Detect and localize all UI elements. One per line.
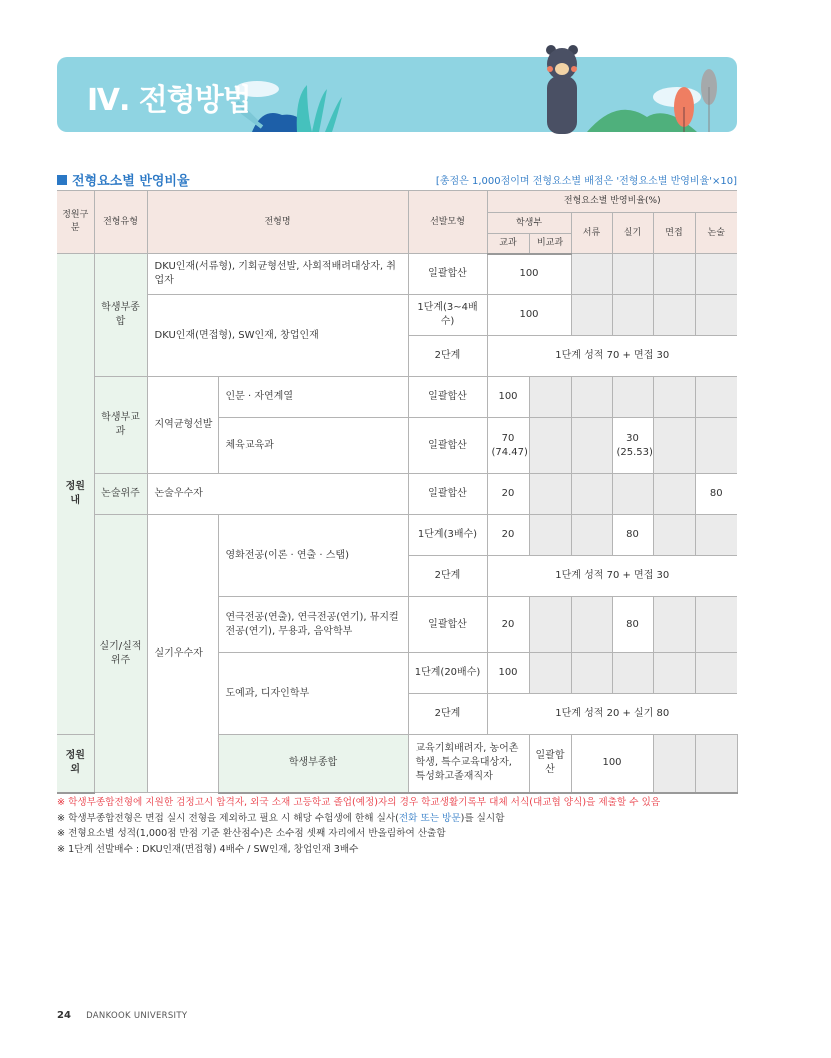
value-sub: (25.53) [616, 446, 653, 458]
empty-cell [571, 653, 612, 694]
header-name: 전형명 [147, 191, 408, 254]
note: ※ 학생부종합전형에 지원한 검정고시 합격자, 외국 소재 고등학교 졸업(예정)자의 경우 학교생활기록부 대체 서식(대교협 양식)을 제출할 수 있음 [57, 797, 661, 808]
empty-cell [529, 377, 571, 418]
type-cell: 학생부종합 [218, 735, 408, 793]
model-cell: 일괄합산 [408, 377, 487, 418]
type-cell: 학생부교과 [94, 377, 147, 474]
header-docs: 서류 [571, 213, 612, 254]
quota-cell: 정원외 [57, 735, 94, 793]
empty-cell [571, 377, 612, 418]
section-title [57, 170, 190, 189]
value-cell: 80 [612, 597, 653, 653]
header-subject: 교과 [487, 234, 529, 254]
name-cell: 체육교육과 [218, 418, 408, 474]
value-main: 70 [501, 432, 515, 444]
quota-cell: 정원내 [57, 254, 94, 735]
name-cell: DKU인재(서류형), 기회균형선발, 사회적배려대상자, 취업자 [147, 254, 408, 295]
empty-cell [571, 295, 612, 336]
note [57, 811, 660, 827]
name-cell: 논술우수자 [147, 474, 408, 515]
value-cell [487, 418, 529, 474]
empty-cell [612, 254, 653, 295]
table-row [57, 254, 737, 295]
table-row [57, 377, 737, 418]
model-cell: 일괄합산 [408, 474, 487, 515]
formula-cell: 1단계 성적 70 + 면접 30 [487, 336, 737, 377]
empty-cell [695, 735, 737, 793]
model-cell: 1단계(3~4배수) [408, 295, 487, 336]
value-cell: 100 [487, 653, 529, 694]
model-cell: 2단계 [408, 336, 487, 377]
empty-cell [612, 295, 653, 336]
value-cell: 80 [612, 515, 653, 556]
chapter-title: Ⅳ. 전형방법 [87, 83, 251, 118]
header-interview: 면접 [653, 213, 695, 254]
value-cell: 80 [695, 474, 737, 515]
header-ratio: 전형요소별 반영비율(%) [487, 191, 737, 213]
table-row [57, 295, 737, 336]
empty-cell [571, 418, 612, 474]
note: ※ 1단계 선발배수 : DKU인재(면접형) 4배수 / SW인재, 창업인재 3배수 [57, 843, 359, 855]
empty-cell [653, 418, 695, 474]
bear-mascot-icon [537, 42, 587, 134]
header-model: 선발모형 [408, 191, 487, 254]
value-cell: 20 [487, 597, 529, 653]
value-cell: 20 [487, 474, 529, 515]
empty-cell [571, 474, 612, 515]
value-cell: 100 [487, 377, 529, 418]
note: ※ 전형요소별 성적(1,000점 만점 기준 환산점수)은 소수점 셋째 자리에서 반올림하여 산출함 [57, 828, 446, 839]
name-cell: 도예과, 디자인학부 [218, 653, 408, 735]
name-cell: 지역균형선발 [147, 377, 218, 474]
note-text: )를 실시함 [460, 812, 505, 824]
value-sub: (74.47) [491, 446, 528, 458]
university-name: DANKOOK UNIVERSITY [86, 1011, 188, 1021]
model-cell: 1단계(20배수) [408, 653, 487, 694]
value-main: 30 [626, 432, 639, 444]
value-cell: 100 [487, 254, 571, 295]
selection-ratio-table [57, 190, 737, 794]
table-row [57, 515, 737, 556]
empty-cell [529, 597, 571, 653]
value-cell [612, 418, 653, 474]
empty-cell [695, 254, 737, 295]
empty-cell [571, 254, 612, 295]
name-cell: 인문 · 자연계열 [218, 377, 408, 418]
header-essay: 논술 [695, 213, 737, 254]
note-text: ※ 학생부종합전형은 면접 실시 전형을 제외하고 필요 시 해당 수험생에 한해 실사( [57, 812, 399, 824]
header-record: 학생부 [487, 213, 571, 234]
empty-cell [653, 377, 695, 418]
empty-cell [653, 735, 695, 793]
empty-cell [695, 377, 737, 418]
model-cell: 일괄합산 [408, 254, 487, 295]
section-title-text: 전형요소별 반영비율 [72, 174, 190, 189]
name-cell: 영화전공(이론 · 연출 · 스탭) [218, 515, 408, 597]
name-cell: DKU인재(면접형), SW인재, 창업인재 [147, 295, 408, 377]
value-cell: 100 [487, 295, 571, 336]
name-cell: 연극전공(연출), 연극전공(연기), 뮤지컬전공(연기), 무용과, 음악학부 [218, 597, 408, 653]
empty-cell [653, 295, 695, 336]
empty-cell [695, 653, 737, 694]
header-nonsubject: 비교과 [529, 234, 571, 254]
table-row [57, 474, 737, 515]
model-cell: 일괄합산 [529, 735, 571, 793]
empty-cell [612, 653, 653, 694]
empty-cell [529, 515, 571, 556]
empty-cell [653, 474, 695, 515]
value-cell: 100 [571, 735, 653, 793]
empty-cell [653, 254, 695, 295]
model-cell: 일괄합산 [408, 597, 487, 653]
empty-cell [571, 597, 612, 653]
empty-cell [695, 597, 737, 653]
formula-cell: 1단계 성적 20 + 실기 80 [487, 694, 737, 735]
type-cell: 학생부종합 [94, 254, 147, 377]
type-cell: 논술위주 [94, 474, 147, 515]
empty-cell [695, 515, 737, 556]
empty-cell [612, 377, 653, 418]
name-cell: 실기우수자 [147, 515, 218, 793]
empty-cell [695, 418, 737, 474]
footer [57, 1010, 187, 1021]
model-cell: 일괄합산 [408, 418, 487, 474]
empty-cell [529, 418, 571, 474]
empty-cell [695, 295, 737, 336]
section-note: [총점은 1,000점이며 전형요소별 배점은 '전형요소별 반영비율'×10] [435, 176, 737, 187]
empty-cell [653, 653, 695, 694]
note-highlight: 전화 또는 방문 [398, 812, 461, 824]
model-cell: 2단계 [408, 556, 487, 597]
square-bullet-icon [57, 175, 67, 185]
type-cell: 실기/실적 위주 [94, 515, 147, 793]
empty-cell [529, 653, 571, 694]
empty-cell [653, 597, 695, 653]
empty-cell [612, 474, 653, 515]
notes [57, 795, 660, 857]
header-practical: 실기 [612, 213, 653, 254]
empty-cell [529, 474, 571, 515]
model-cell: 2단계 [408, 694, 487, 735]
header-type: 전형유형 [94, 191, 147, 254]
empty-cell [653, 515, 695, 556]
header-quota: 정원구분 [57, 191, 94, 254]
value-cell: 20 [487, 515, 529, 556]
model-cell: 1단계(3배수) [408, 515, 487, 556]
name-cell: 교육기회배려자, 농어촌학생, 특수교육대상자, 특성화고졸재직자 [408, 735, 529, 793]
chapter-banner [57, 57, 737, 132]
empty-cell [571, 515, 612, 556]
page-number: 24 [57, 1010, 71, 1021]
formula-cell: 1단계 성적 70 + 면접 30 [487, 556, 737, 597]
